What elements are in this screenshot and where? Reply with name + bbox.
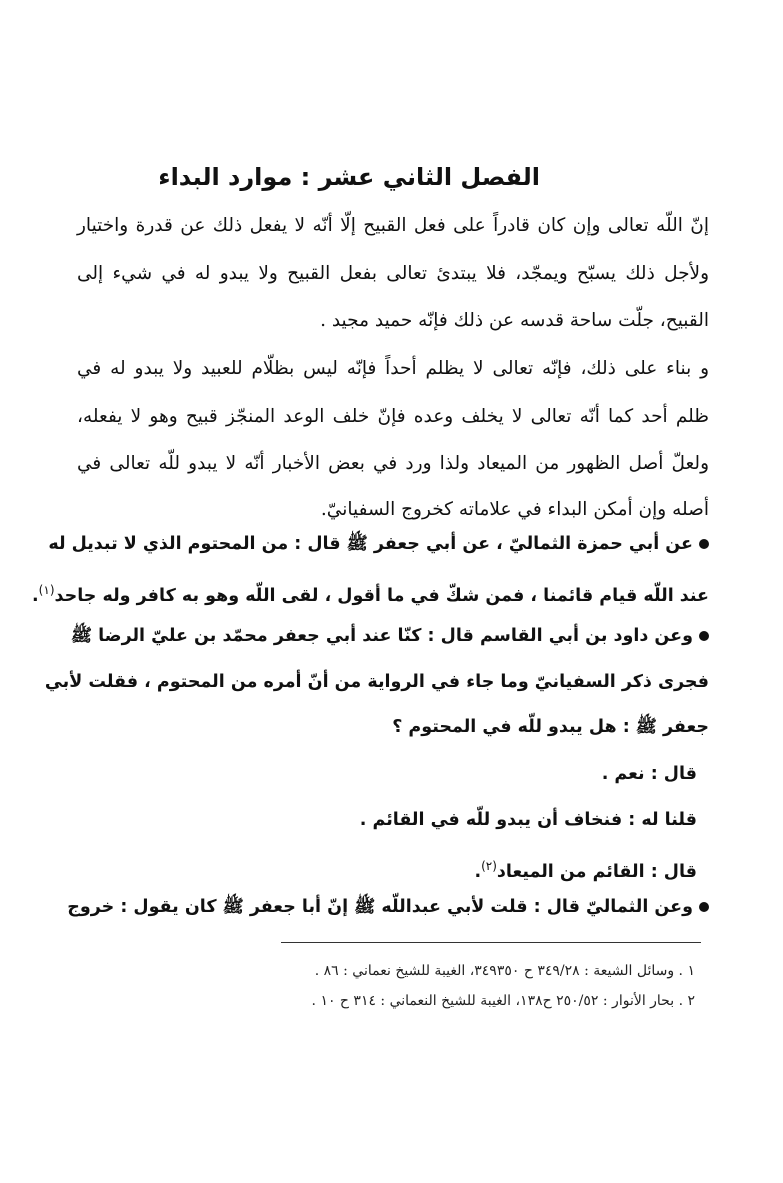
hadith-text: وعن داود بن أبي القاسم قال : كنّا عند أبي جعفر محمّد بن عليّ الرضا ﷺ	[70, 626, 693, 646]
paragraph-line: و بناء على ذلك، فإنّه تعالى لا يظلم أحداً فإنّه ليس بظلّام للعبيد ولا يبدو له في	[77, 358, 709, 379]
chapter-title: الفصل الثاني عشر : موارد البداء	[158, 163, 540, 191]
hadith-text: عن أبي حمزة الثماليّ ، عن أبي جعفر ﷺ قال : من المحتوم الذي لا تبديل له	[48, 534, 693, 554]
hadith-line	[70, 616, 709, 656]
bullet-icon	[699, 902, 709, 912]
hadith-line: جعفر ﷺ : هل يبدو للّه في المحتوم ؟	[392, 717, 709, 737]
bullet-icon	[699, 631, 709, 641]
hadith-line: عند اللّه قيام قائمنا ، فمن شكّ في ما أقول ، لقى اللّه وهو به كافر وله جاحد$^{(١)}$.	[32, 583, 709, 606]
footnote-divider	[281, 942, 701, 943]
dialogue-line: قال : نعم .	[601, 764, 697, 784]
paragraph-line: إنّ اللّه تعالى وإن كان قادراً على فعل القبيح إلّا أنّه لا يفعل ذلك عن قدرة واختيار	[77, 215, 709, 236]
hadith-line: فجرى ذكر السفيانيّ وما جاء في الرواية من أنّ أمره من المحتوم ، فقلت لأبي	[44, 672, 709, 692]
paragraph-line: القبيح، جلّت ساحة قدسه عن ذلك فإنّه حميد مجيد .	[320, 310, 709, 331]
dialogue-line: قلنا له : فنخاف أن يبدو للّه في القائم .	[359, 810, 697, 830]
footnote: ٢ . بحار الأنوار : ٢٥٠/٥٢ ح١٣٨، الغيبة للشيخ النعماني : ٣١٤ ح ١٠ .	[311, 993, 695, 1009]
hadith-text: وعن الثماليّ قال : قلت لأبي عبداللّه ﷺ إنّ أبا جعفر ﷺ كان يقول : خروج	[67, 897, 693, 917]
footnote-marker: (٢)	[481, 859, 497, 873]
hadith-text: عند اللّه قيام قائمنا ، فمن شكّ في ما أقول ، لقى اللّه وهو به كافر وله جاحد	[54, 585, 709, 606]
footnote-marker: (١)	[38, 583, 55, 597]
dialogue-text: قال : القائم من الميعاد	[496, 861, 697, 882]
paragraph-line: أصله وإن أمكن البداء في علاماته كخروج السفيانيّ.	[320, 499, 709, 520]
paragraph-line: ولعلّ أصل الظهور من الميعاد ولذا ورد في بعض الأخبار أنّه لا يبدو للّه تعالى في	[77, 453, 709, 474]
footnote: ١ . وسائل الشيعة : ٣٤٩/٢٨ ح ٣٤٩٣٥٠، الغيبة للشيخ نعماني : ٨٦ .	[314, 963, 695, 979]
paragraph-line: ظلم أحد كما أنّه تعالى لا يخلف وعده فإنّ خلف الوعد المنجّز قبيح وهو لا يفعله،	[77, 406, 709, 427]
hadith-line	[67, 887, 709, 927]
paragraph-line: ولأجل ذلك يسبّح ويمجّد، فلا يبتدئ تعالى بفعل القبيح ولا يبدو له في شيء إلى	[77, 263, 709, 284]
hadith-line	[48, 524, 709, 564]
dialogue-line: قال : القائم من الميعاد$^{(٢)}$.	[474, 859, 697, 882]
bullet-icon	[699, 539, 709, 549]
